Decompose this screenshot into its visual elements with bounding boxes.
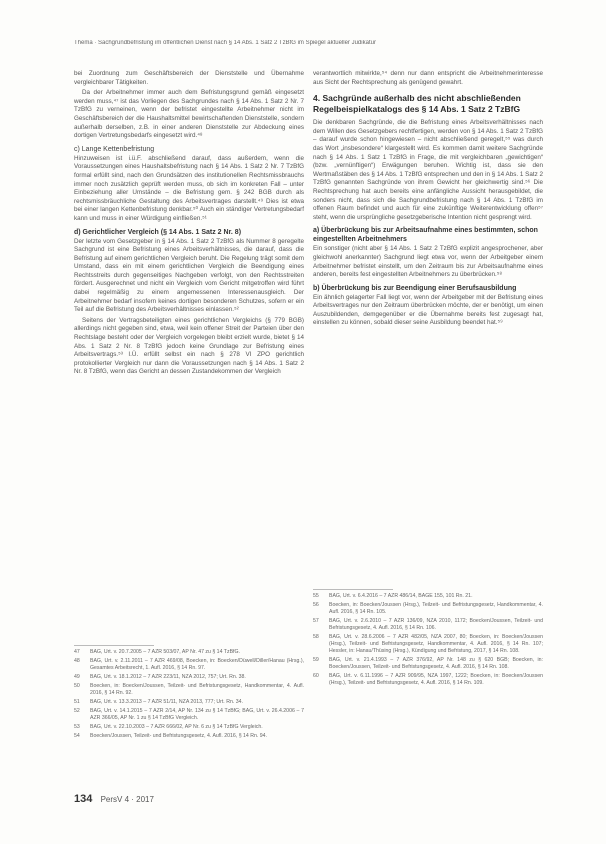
footnote-text: Boecken/Joussen, Teilzeit- und Befristungsgesetz, 4. Aufl. 2016, § 14 Rn. 94. — [90, 733, 267, 739]
footnote — [313, 657, 543, 671]
footnote-text: BAG, Urt. v. 22.10.2003 – 7 AZR 666/02, AP Nr. 6 zu § 14 TzBfG Vergleich. — [90, 724, 263, 730]
footnote — [74, 708, 304, 722]
footnote-text: Boecken, in: Boecken/Joussen, Teilzeit- und Befristungsgesetz, Handkommentar, 4. Aufl. 2016, § 14 Rn. 92. — [90, 683, 304, 696]
paragraph: Hinzuweisen ist i.ü.F. abschließend darauf, dass außerdem, wenn die Voraussetzungen eines Haushaltsbefristung nach § 14 Abs. 1 Satz 2 Nr. 7 TzBfG formal erfüllt sind, nach den Grundsätzen des institutionellen Rechtsmissbrauchs immer noch zusätzlich geprüft werden muss, ob sich im konkreten Fall – unter Einbeziehung aller Umstände – die Befristung gem. § 242 BGB durch als rechtsmissbräuchliche Gestaltung des Arbeitsvertrages darstellt.⁴⁹ Dies ist etwa bei einer langen Kettenbefristung denkbar.⁵⁰ Auch ein ständiger Vertretungsbedarf kann und muss in einer Würdigung einfließen.⁵¹ — [74, 154, 304, 222]
footnote — [74, 649, 304, 656]
paragraph: verantwortlich mitwirkte,⁵⁴ denn nur dann entspricht die Arbeitnehmerinteresse aus Sicht der Rechtsprechung als genügend gewahrt. — [313, 70, 543, 86]
footnote-number: 50 — [74, 683, 80, 689]
footnote-number: 59 — [313, 657, 319, 663]
footnotes-left — [74, 649, 304, 742]
footnote-divider — [74, 645, 154, 646]
footnote — [313, 634, 543, 655]
subheading: d) Gerichtlicher Vergleich (§ 14 Abs. 1 Satz 2 Nr. 8) — [74, 228, 242, 236]
footnote-number: 52 — [74, 708, 80, 714]
footnote-text: Boecken, in: Boecken/Joussen (Hrsg.), Teilzeit- und Befristungsgesetz, Handkommentar, 4. Aufl. 2016, § 14 Rn. 105. — [329, 602, 543, 615]
footnote-text: BAG, Urt. v. 6.11.1996 – 7 AZR 909/95, NZA 1997, 1222; Boecken, in: Boecken/Joussen (Hrsg.), Teilzeit- und Befristungsgesetz, 4. Aufl. 2016, § 14 Rn. 109. — [329, 673, 543, 686]
left-column — [74, 70, 304, 379]
footnote — [313, 602, 543, 616]
paragraph: Der letzte vom Gesetzgeber in § 14 Abs. 1 Satz 2 TzBfG als Nummer 8 geregelte Sachgrund ist eine Befristung eines Arbeitsverhältnisses, die darauf, dass die Befristung auf einem gerichtlichen Vergleich beruht. Die Regelung trägt somit dem Umstand, dass ein mit einem gerichtlichen Vergleich die Beendigung eines Rechtsstreits durch gegenseitiges Nachgeben verfolgt, von den Rechtsstreiten fördert. Ausgerechnet und nicht ein Vergleich vom Gericht mitgetroffen wird führt dabei regelmäßig zu einem angemessenen Interessenausgleich. Der Arbeitnehmer bedarf insofern keines dortigen besonderen Schutzes, sofern er ein Teil auf die Befristung des Arbeitsverhältnisses einlassen.⁵² — [74, 237, 304, 314]
footnote-number: 56 — [313, 602, 319, 608]
footnote-text: BAG, Urt. v. 14.1.2015 – 7 AZR 2/14, AP Nr. 134 zu § 14 TzBfG; BAG, Urt. v. 26.4.2006 – 7 AZR 366/05, AP Nr. 1 zu § 14 TzBfG Vergleich. — [90, 708, 304, 721]
journal-issue: PersV 4 · 2017 — [100, 795, 154, 804]
paragraph: Seitens der Vertragsbeteiligten eines gerichtlichen Vergleichs (§ 779 BGB) allerdings nicht gegeben sind, etwa, weil kein offener Streit der Parteien über den Rechtslage besteht oder der Vergleich vorgelegen bleibt erzielt wurde, bietet § 14 Abs. 1 Satz 2 Nr. 8 TzBfG jedoch keine Grundlage zur Befristung eines Arbeitsvertrags.⁵³ I.Ü. erfüllt selbst ein nach § 278 VI ZPO gerichtlich protokollierter Vergleich nur dann die Voraussetzungen nach § 14 Abs. 1 Satz 2 Nr. 8 TzBfG, wenn das Gericht an dessen Zustandekommen der Vergleich — [74, 316, 304, 376]
subheading: a) Überbrückung bis zur Arbeitsaufnahme eines bestimmten, schon eingestellten Arbeitnehmers — [313, 227, 538, 244]
footnotes-right — [313, 593, 543, 689]
page-number: 134 — [74, 793, 93, 805]
footnote-number: 53 — [74, 724, 80, 730]
footnote-number: 48 — [74, 658, 80, 664]
paragraph: Die denkbaren Sachgründe, die die Befristung eines Arbeitsverhältnisses nach dem Willen des Gesetzgebers rechtfertigen, werden von § 14 Abs. 1 Satz 2 TzBfG – darauf wurde schon hingewiesen – nicht abschließend geregelt,⁵⁵ was durch das Wort „insbesondere“ klargestellt wird. Es kommen damit weitere Sachgründe nach § 14 Abs. 1 Satz 1 TzBfG in Frage, die mit vergleichbaren „gewichtigen“ (bzw. „vernünftigen“) Erwägungen beruhen. Wichtig ist, dass sie den Wertmaßstäben des § 14 Abs. 1 TzBfG entsprechen und den in § 14 Abs. 1 Satz 2 TzBfG genannten Sachgründe von ihrem Gewicht her gleichwertig sind.⁵⁶ Die Rechtsprechung hat auch bereits eine anfängliche Aussicht herausgebildet, die sonders nicht, dass sich die Sachgrundbefristung nach § 14 Abs. 1 TzBfG im offenen Raum befindet und auch für eine zukünftige Weiterentwicklung offen⁵⁷ steht, wenn die ursprüngliche gesetzgeberische Intention nicht gesprengt wird. — [313, 119, 543, 221]
footnote-text: BAG, Urt. v. 6.4.2016 – 7 AZR 486/14, BAGE 155, 101 Rn. 21. — [329, 593, 473, 599]
paragraph: Ein sonstiger (nicht aber § 14 Abs. 1 Satz 2 TzBfG explizit angesprochener, aber gleichwohl anerkannter) Sachgrund liegt etwa vor, wenn der Arbeitgeber einem Arbeitnehmer befristet einstellt, um den Zeitraum bis zur Arbeitsaufnahme eines anderen, bereits fest eingestellten Arbeitnehmers zu überbrücken.⁵⁸ — [313, 245, 543, 279]
paragraph: Ein ähnlich gelagerter Fall liegt vor, wenn der Arbeitgeber mit der Befristung eines Arbeitsvertrages nur den Zeitraum überbrücken möchte, der er benötigt, um einen Auszubildenden, demgegenüber er die Übernahme bereits fest zugesagt hat, einstellen zu können, sobald dieser seine Ausbildung beendet hat.⁵⁹ — [313, 293, 543, 327]
footnote — [313, 618, 543, 632]
footnote-number: 49 — [74, 674, 80, 680]
footnote-number: 58 — [313, 634, 319, 640]
footnote-number: 51 — [74, 699, 80, 705]
subheading: b) Überbrückung bis zur Beendigung einer Berufsausbildung — [313, 284, 517, 292]
footnote — [74, 724, 304, 731]
running-head: Thema · Sachgrundbefristung im öffentlichen Dienst nach § 14 Abs. 1 Satz 2 TzBfG im Spiegel aktueller Judikatur — [74, 40, 376, 46]
section-heading: 4. Sachgründe außerhalb des nicht abschließenden Regelbeispielkatalogs des § 14 Abs. 1 Satz 2 TzBfG — [313, 93, 521, 114]
footnote — [313, 673, 543, 687]
footnote — [313, 593, 543, 600]
footnote-text: BAG, Urt. v. 28.6.2006 – 7 AZR 482/05, NZA 2007, 80; Boecken, in: Boecken/Joussen (Hrsg.), Teilzeit- und Befristungsgesetz, Handkommentar, 4. Aufl. 2016, § 14 Rn. 107; Hessler, in: Hanau/Thüsing (Hrsg.), Kündigung und Befristung, 2017, § 14 Rn. 108. — [329, 634, 543, 654]
footnote-divider — [313, 589, 393, 590]
footnote-text: BAG, Urt. v. 21.4.1993 – 7 AZR 376/92, AP Nr. 148 zu § 620 BGB; Boecken, in: Boecken/Joussen, Teilzeit- und Befristungsgesetz, 4. Aufl. 2016, § 14 Rn. 108. — [329, 657, 543, 670]
paragraph: bei Zuordnung zum Geschäftsbereich der Dienststelle und Übernahme vergleichbarer Tätigkeiten. — [74, 70, 304, 86]
right-column — [313, 70, 543, 330]
footnote-text: BAG, Urt. v. 18.1.2012 – 7 AZR 223/11, NZA 2012, 757; Urt. Rn. 38. — [90, 674, 246, 680]
footnote-text: BAG, Urt. v. 2.6.2010 – 7 AZR 136/09, NZA 2010, 1172; Boecken/Joussen, Teilzeit- und Befristungsgesetz, 4. Aufl. 2016, § 14 Rn. 106. — [329, 618, 543, 631]
subheading: c) Lange Kettenbefristung — [74, 145, 155, 153]
paragraph: Da der Arbeitnehmer immer auch dem Befristungsgrund gemäß eingesetzt werden muss,⁴⁷ ist das Vorliegen des Sachgrundes nach § 14 Abs. 1 Satz 2 Nr. 7 TzBfG zu verneinen, wenn der befristet eingestellte Arbeitnehmer nicht im Geschäftsbereich der die Haushaltsmittel bewirtschaftenden Dienststelle, sondern außerhalb derselben, z.B. in einer anderen Dienststelle zur Abdeckung eines dortigen Vertretungsbedarfs eingesetzt wird.⁴⁸ — [74, 89, 304, 140]
footnote-text: BAG, Urt. v. 13.3.2013 – 7 AZR 51/11, NZA 2013, 777; Urt. Rn. 34. — [90, 699, 243, 705]
footnote — [74, 699, 304, 706]
footnote-text: BAG, Urt. v. 20.7.2005 – 7 AZR 503/07, AP Nr. 47 zu § 14 TzBfG. — [90, 649, 240, 655]
footnote — [74, 683, 304, 697]
footnote — [74, 658, 304, 672]
footnote-number: 54 — [74, 733, 80, 739]
footnote-number: 47 — [74, 649, 80, 655]
footnote-number: 60 — [313, 673, 319, 679]
footnote — [74, 733, 304, 740]
page-footer — [74, 793, 154, 805]
footnote-text: BAG, Urt. v. 2.11.2011 – 7 AZR 469/08, Boecken, in: Boecken/Düwell/Diller/Hanau (Hrsg.), Gesamtes Arbeitsrecht, 1. Aufl. 2016, § 14 Rn. 97. — [90, 658, 304, 671]
footnote-number: 55 — [313, 593, 319, 599]
footnote-number: 57 — [313, 618, 319, 624]
footnote — [74, 674, 304, 681]
